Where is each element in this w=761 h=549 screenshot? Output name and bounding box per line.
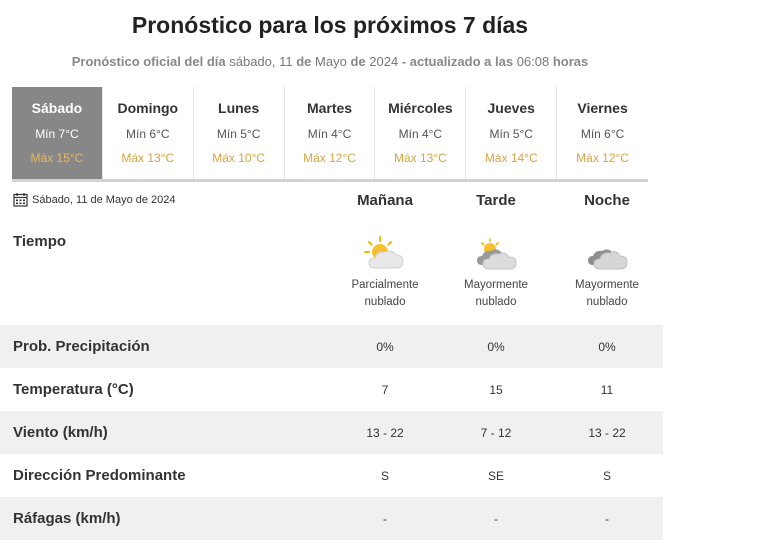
day-tab-lunes[interactable] <box>194 87 285 179</box>
row-value: 13 - 22 <box>588 425 626 440</box>
subtitle-time: 06:08 <box>516 54 550 69</box>
day-max-temp: Máx 13°C <box>121 151 175 165</box>
mostly-cloudy-night-icon <box>583 235 631 271</box>
day-min-temp: Mín 5°C <box>489 127 533 141</box>
subtitle-month: Mayo <box>315 54 347 69</box>
row-label: Ráfagas (km/h) <box>13 510 121 527</box>
row-value: 0% <box>487 339 505 354</box>
detail-date-text: Sábado, 11 de Mayo de 2024 <box>32 193 176 206</box>
day-min-temp: Mín 5°C <box>216 127 261 141</box>
partly-cloudy-day-icon <box>361 235 409 271</box>
day-max-temp: Máx 12°C <box>303 151 356 165</box>
weather-desc-line: nublado <box>475 296 517 308</box>
period-noche: Noche <box>584 192 630 209</box>
day-tab-viernes[interactable] <box>557 87 648 179</box>
day-min-temp: Mín 4°C <box>398 127 443 141</box>
day-max-temp: Máx 14°C <box>484 151 538 165</box>
row-label: Viento (km/h) <box>13 424 108 441</box>
day-name: Miércoles <box>388 100 453 116</box>
subtitle-updated: - actualizado a las <box>401 54 514 69</box>
weather-manana <box>330 235 440 311</box>
day-name: Domingo <box>117 100 179 116</box>
row-temperature <box>0 368 663 411</box>
row-value: 0% <box>376 339 394 354</box>
day-min-temp: Mín 6°C <box>126 127 170 141</box>
subtitle-hours: horas <box>552 54 589 69</box>
weather-desc-line: nublado <box>586 296 628 308</box>
row-value: - <box>494 511 498 526</box>
detail-date <box>13 192 176 207</box>
row-direction <box>0 454 663 497</box>
row-value: 7 <box>381 382 389 397</box>
row-value: 0% <box>598 339 616 354</box>
page-title: Pronóstico para los próximos 7 días <box>131 12 529 38</box>
row-label: Temperatura (°C) <box>13 381 134 398</box>
row-label: Dirección Predominante <box>13 467 186 484</box>
day-tabs <box>12 87 648 182</box>
day-max-temp: Máx 12°C <box>576 151 629 165</box>
subtitle-prefix: Pronóstico oficial del día <box>71 54 226 69</box>
day-name: Martes <box>306 100 353 116</box>
row-value: S <box>602 468 611 483</box>
row-value: 15 <box>489 382 503 397</box>
forecast-subtitle <box>0 54 660 69</box>
subtitle-year: 2024 <box>369 54 399 69</box>
weather-desc-line: Mayormente <box>464 279 528 291</box>
weather-desc-line: nublado <box>364 296 406 308</box>
subtitle-de: de <box>350 54 366 69</box>
row-value: - <box>383 511 387 526</box>
day-tab-sabado[interactable] <box>12 87 103 179</box>
row-label: Prob. Precipitación <box>13 338 150 355</box>
day-tab-martes[interactable] <box>285 87 376 179</box>
day-max-temp: Máx 13°C <box>393 151 447 165</box>
row-value: - <box>605 511 609 526</box>
weather-desc-line: Parcialmente <box>351 279 419 291</box>
row-value: S <box>380 468 389 483</box>
row-gusts <box>0 497 663 540</box>
row-value: SE <box>487 468 504 483</box>
period-manana: Mañana <box>357 192 413 209</box>
day-min-temp: Mín 6°C <box>580 127 625 141</box>
subtitle-de: de <box>296 54 312 69</box>
day-max-temp: Máx 15°C <box>30 151 84 165</box>
day-name: Lunes <box>218 100 260 116</box>
subtitle-weekday: sábado, 11 <box>229 54 293 69</box>
day-tab-jueves[interactable] <box>466 87 557 179</box>
calendar-icon <box>13 192 28 207</box>
day-min-temp: Mín 4°C <box>307 127 352 141</box>
day-max-temp: Máx 10°C <box>212 151 266 165</box>
row-value: 13 - 22 <box>366 425 404 440</box>
weather-desc-line: Mayormente <box>575 279 639 291</box>
period-tarde: Tarde <box>476 192 516 209</box>
day-name: Sábado <box>31 100 83 116</box>
day-tab-miercoles[interactable] <box>375 87 466 179</box>
row-value: 11 <box>600 382 614 397</box>
weather-tarde <box>441 235 551 311</box>
day-tab-domingo[interactable] <box>103 87 194 179</box>
weather-noche <box>552 235 662 311</box>
day-name: Viernes <box>577 100 628 116</box>
weather-desc <box>441 277 551 311</box>
weather-desc <box>552 277 662 311</box>
weather-desc <box>330 277 440 311</box>
day-min-temp: Mín 7°C <box>35 127 79 141</box>
row-precipitation <box>0 325 663 368</box>
tiempo-label: Tiempo <box>13 233 67 250</box>
row-value: 7 - 12 <box>480 425 512 440</box>
day-name: Jueves <box>487 100 535 116</box>
row-wind <box>0 411 663 454</box>
mostly-cloudy-icon <box>472 235 520 271</box>
